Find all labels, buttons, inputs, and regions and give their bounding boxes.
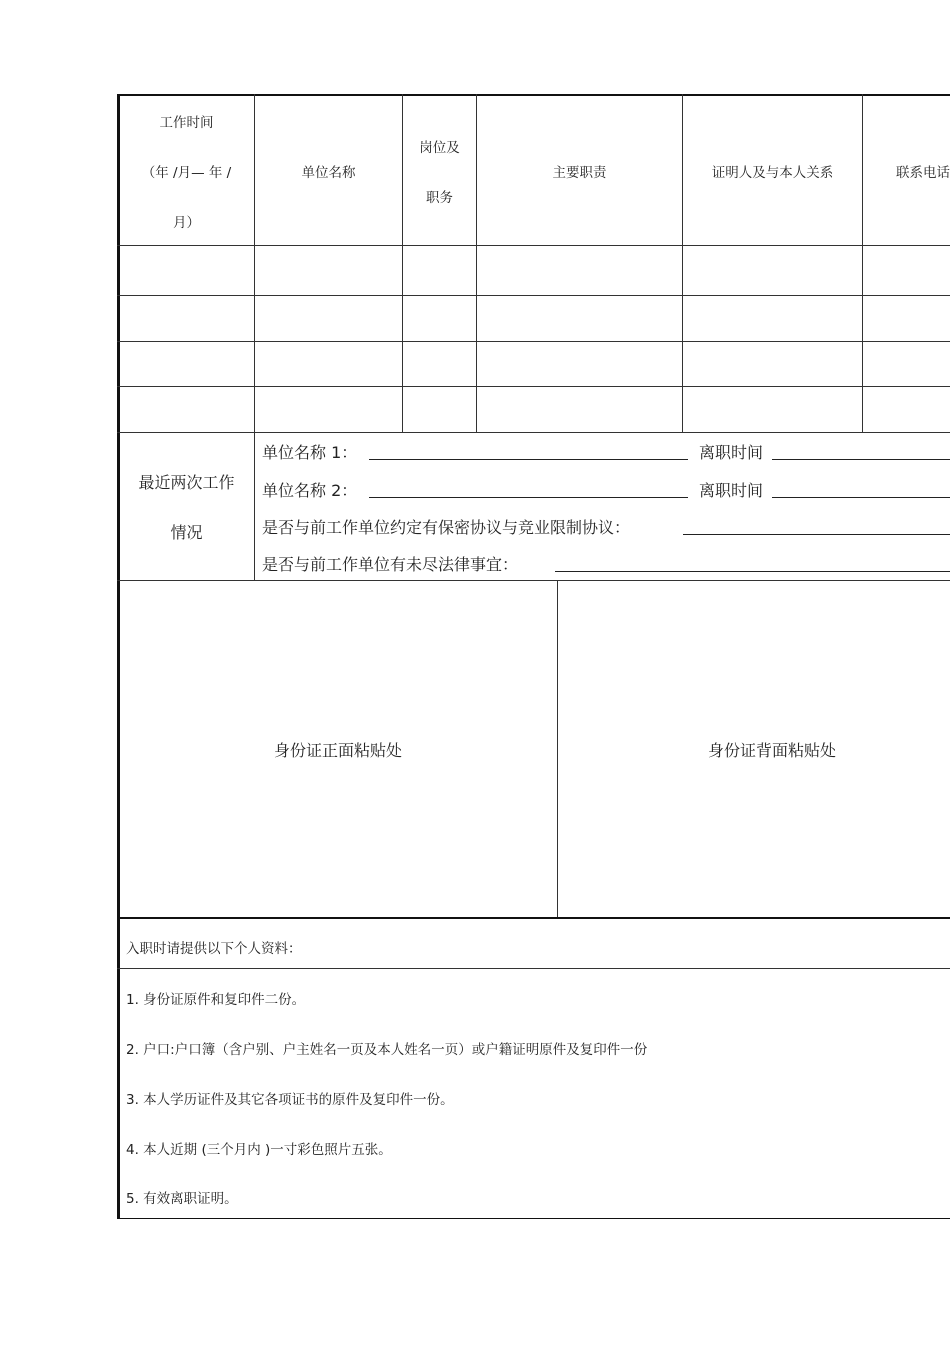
agreement-label: 是否与前工作单位约定有保密协议与竞业限制协议：: [262, 518, 631, 537]
document-item: 5. 有效离职证明。: [126, 1191, 238, 1207]
row-3-phone-cell[interactable]: [863, 342, 950, 386]
row-4-time-cell[interactable]: [120, 387, 254, 432]
table-bottom-border: [117, 1218, 950, 1219]
leave2-field[interactable]: [772, 497, 950, 498]
header-duties: 主要职责: [552, 164, 607, 181]
document-item: 3. 本人学历证件及其它各项证书的原件及复印件一份。: [126, 1092, 454, 1108]
header-work-time-line3: 月）: [173, 214, 200, 231]
row-4-duties-cell[interactable]: [477, 387, 682, 432]
row-3-time-cell[interactable]: [120, 342, 254, 386]
leave2-label: 离职时间: [699, 481, 764, 500]
row-3-position-cell[interactable]: [403, 342, 476, 386]
row-3-reference-cell[interactable]: [683, 342, 862, 386]
header-work-time: [119, 96, 254, 245]
row-2-phone-cell[interactable]: [863, 296, 950, 341]
row-3-duties-cell[interactable]: [477, 342, 682, 386]
document-item: 4. 本人近期 (三个月内 )一寸彩色照片五张。: [126, 1142, 392, 1158]
row-1-time-cell[interactable]: [120, 246, 254, 295]
row-divider: [117, 968, 950, 969]
row-2-position-cell[interactable]: [403, 296, 476, 341]
id-card-front-label: 身份证正面粘贴处: [273, 740, 402, 760]
document-item: 1. 身份证原件和复印件二份。: [126, 992, 306, 1008]
company2-field[interactable]: [369, 497, 688, 498]
row-4-phone-cell[interactable]: [863, 387, 950, 432]
documents-title: 入职时请提供以下个人资料：: [126, 941, 302, 957]
company1-label: 单位名称 1：: [262, 443, 358, 462]
row-4-reference-cell[interactable]: [683, 387, 862, 432]
row-1-company-cell[interactable]: [255, 246, 402, 295]
row-3-company-cell[interactable]: [255, 342, 402, 386]
document-item: 2. 户口:户口簿（含户别、户主姓名一页及本人姓名一页）或户籍证明原件及复印件一份: [126, 1042, 648, 1058]
row-2-company-cell[interactable]: [255, 296, 402, 341]
header-position-line1: 岗位及: [419, 139, 460, 156]
row-4-company-cell[interactable]: [255, 387, 402, 432]
column-divider: [254, 432, 255, 580]
recent-jobs-label-line2: 情况: [170, 523, 203, 542]
id-card-back-label: 身份证背面粘贴处: [707, 740, 836, 760]
header-phone: 联系电话: [896, 164, 950, 181]
id-card-front-area: [119, 581, 557, 917]
company1-field[interactable]: [369, 459, 688, 460]
row-4-position-cell[interactable]: [403, 387, 476, 432]
leave1-label: 离职时间: [699, 443, 764, 462]
recent-jobs-label: [119, 433, 254, 580]
legal-field[interactable]: [555, 571, 950, 572]
agreement-field[interactable]: [683, 534, 950, 535]
header-position-line2: 职务: [426, 189, 453, 206]
header-company: 单位名称: [301, 164, 356, 181]
row-1-phone-cell[interactable]: [863, 246, 950, 295]
row-1-reference-cell[interactable]: [683, 246, 862, 295]
row-1-duties-cell[interactable]: [477, 246, 682, 295]
header-work-time-line2: （年 /月— 年 /: [141, 164, 232, 181]
recent-jobs-label-line1: 最近两次工作: [138, 473, 235, 492]
legal-label: 是否与前工作单位有未尽法律事宜：: [262, 555, 519, 574]
header-work-time-line1: 工作时间: [159, 114, 214, 131]
company2-label: 单位名称 2：: [262, 481, 358, 500]
row-2-time-cell[interactable]: [120, 296, 254, 341]
header-position: [403, 96, 476, 245]
leave1-field[interactable]: [772, 459, 950, 460]
row-divider: [117, 917, 950, 919]
header-reference: 证明人及与本人关系: [711, 164, 834, 181]
row-1-position-cell[interactable]: [403, 246, 476, 295]
row-2-reference-cell[interactable]: [683, 296, 862, 341]
row-2-duties-cell[interactable]: [477, 296, 682, 341]
id-card-back-area: [558, 581, 950, 917]
